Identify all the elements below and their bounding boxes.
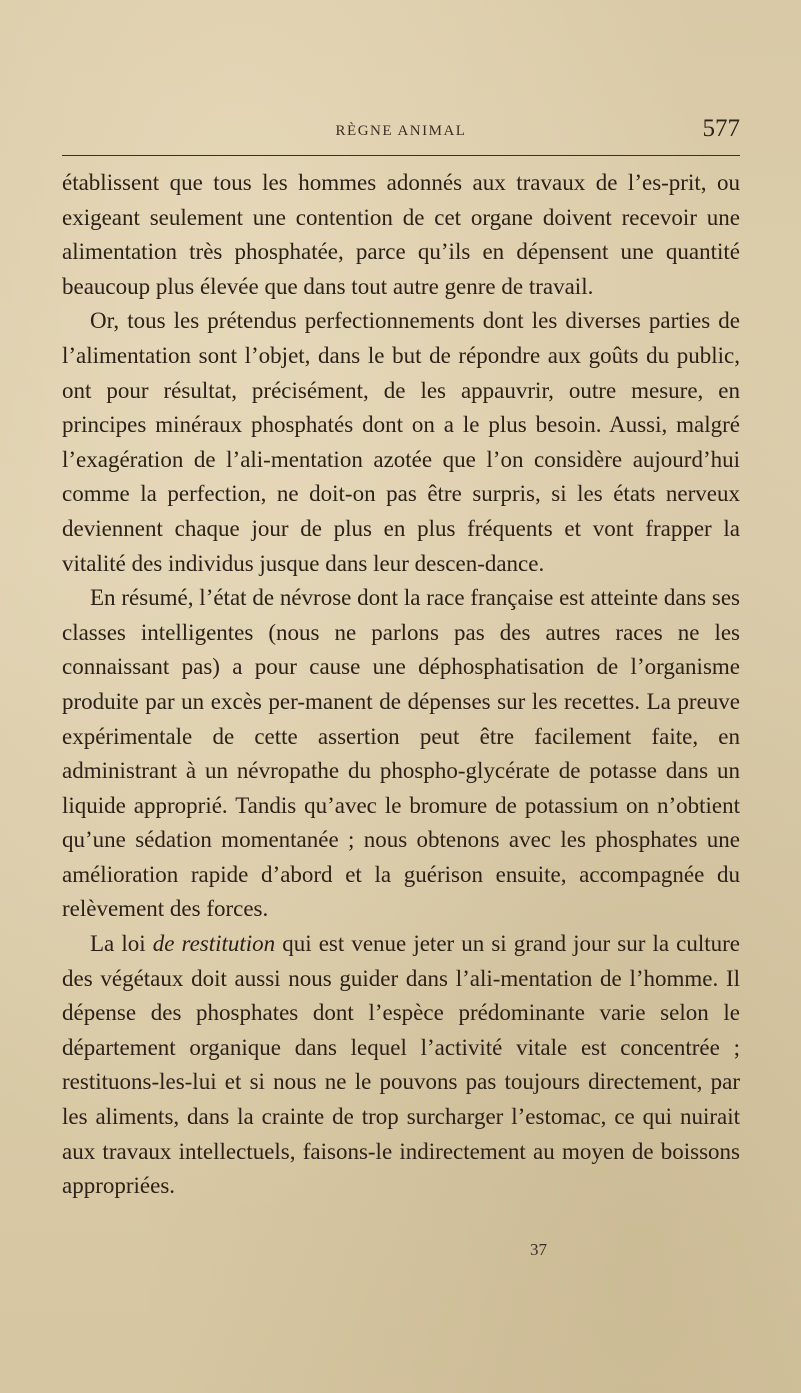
running-title: RÈGNE ANIMAL: [335, 123, 467, 139]
paragraph-1: établissent que tous les hommes adonnés aux travaux de l’es-prit, ou exigeant seulement une contention de cet organe doivent recevoir une alimentation très phosphatée, parce qu’ils en dépensent une quantité beaucoup plus élevée que dans tout autre genre de travail.: [62, 170, 740, 299]
paragraph-4-italic-term: de restitution: [152, 931, 276, 957]
page-header: [62, 115, 740, 151]
paragraph-4-lead: La loi: [90, 931, 153, 957]
header-rule: [62, 155, 740, 156]
paragraph-4: [62, 927, 740, 1204]
signature-mark: 37: [530, 1240, 547, 1259]
paragraph-2: Or, tous les prétendus perfectionnements dont les diverses parties de l’alimentation sont l’objet, dans le but de répondre aux goûts du public, ont pour résultat, précisément, de les appauvrir, outre mesure, en principes minéraux phosphatés dont on a le plus besoin. Aussi, malgré l’exagération de l’ali-mentation azotée que l’on considère aujourd’hui comme la perfection, ne doit-on pas être surpris, si les états nerveux deviennent chaque jour de plus en plus fréquents et vont frapper la vitalité des individus jusque dans leur descen-dance.: [62, 308, 740, 576]
paragraph-4-rest: qui est venue jeter un si grand jour sur la culture des végétaux doit aussi nous guider dans l’ali-mentation de l’homme. Il dépense des phosphates dont l’espèce prédominante varie selon le département organique dans lequel l’activité vitale est concentrée ; restituons-les-lui et si nous ne le pouvons pas toujours directement, par les aliments, dans la crainte de trop surcharger l’estomac, ce qui nuirait aux travaux intellectuels, faisons-le indirectement au moyen de boissons appropriées.: [62, 931, 740, 1199]
body-text: [62, 166, 740, 1204]
paragraph-3: En résumé, l’état de névrose dont la race française est atteinte dans ses classes intelligentes (nous ne parlons pas des autres races ne les connaissant pas) a pour cause une déphosphatisation de l’organisme produite par un excès per-manent de dépenses sur les recettes. La preuve expérimentale de cette assertion peut être facilement faite, en administrant à un névropathe du phospho-glycérate de potasse dans un liquide approprié. Tandis qu’avec le bromure de potassium on n’obtient qu’une sédation momentanée ; nous obtenons avec les phosphates une amélioration rapide d’abord et la guérison ensuite, accompagnée du relèvement des forces.: [62, 585, 740, 922]
page-number: 577: [702, 115, 740, 142]
